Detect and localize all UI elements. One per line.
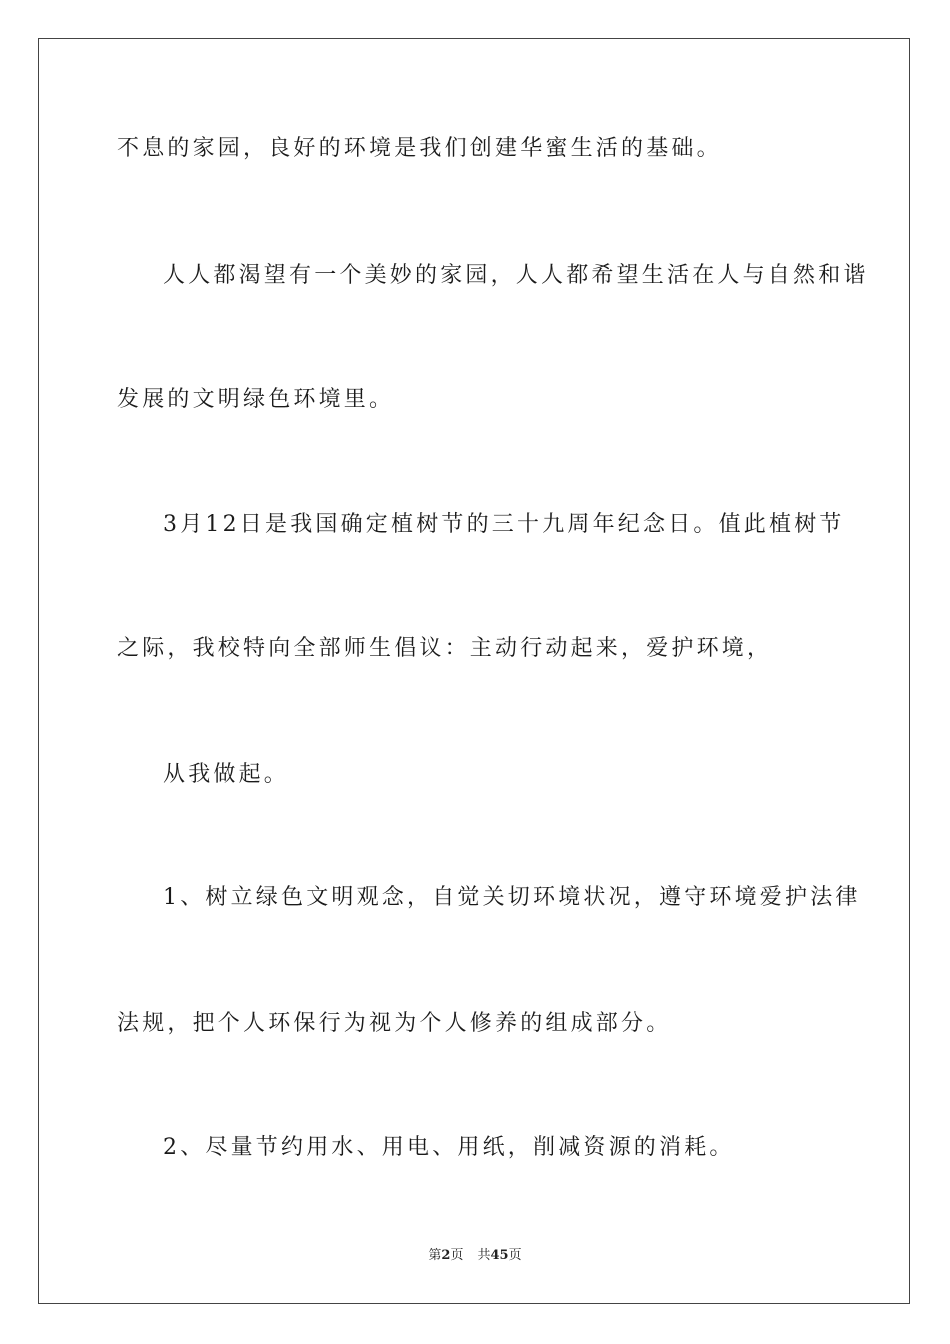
- text-line-3: 发展的文明绿色环境里。: [117, 387, 395, 412]
- text-line-6: 从我做起。: [163, 762, 290, 787]
- text-line-1: 不息的家园，良好的环境是我们创建华蜜生活的基础。: [117, 136, 722, 161]
- text-line-4: 3月12日是我国确定植树节的三十九周年纪念日。值此植树节: [163, 512, 845, 537]
- footer-total-pages: 45: [490, 1248, 509, 1263]
- text-line-9: 2、尽量节约用水、用电、用纸，削减资源的消耗。: [163, 1135, 735, 1160]
- text-line-7: 1、树立绿色文明观念，自觉关切环境状况，遵守环境爱护法律: [163, 885, 861, 910]
- text-line-5: 之际，我校特向全部师生倡议：主动行动起来，爱护环境，: [117, 636, 773, 661]
- text-line-8: 法规，把个人环保行为视为个人修养的组成部分。: [117, 1011, 672, 1036]
- footer-total-suffix: 页: [508, 1248, 522, 1263]
- footer-page-prefix: 第: [428, 1248, 442, 1263]
- footer-current-page: 2: [441, 1248, 451, 1263]
- page-border: [38, 38, 910, 1304]
- footer-total-prefix: 共: [477, 1248, 491, 1263]
- page-footer: [0, 1246, 950, 1266]
- text-line-2: 人人都渴望有一个美妙的家园，人人都希望生活在人与自然和谐: [163, 263, 869, 288]
- footer-page-suffix: 页: [450, 1248, 464, 1263]
